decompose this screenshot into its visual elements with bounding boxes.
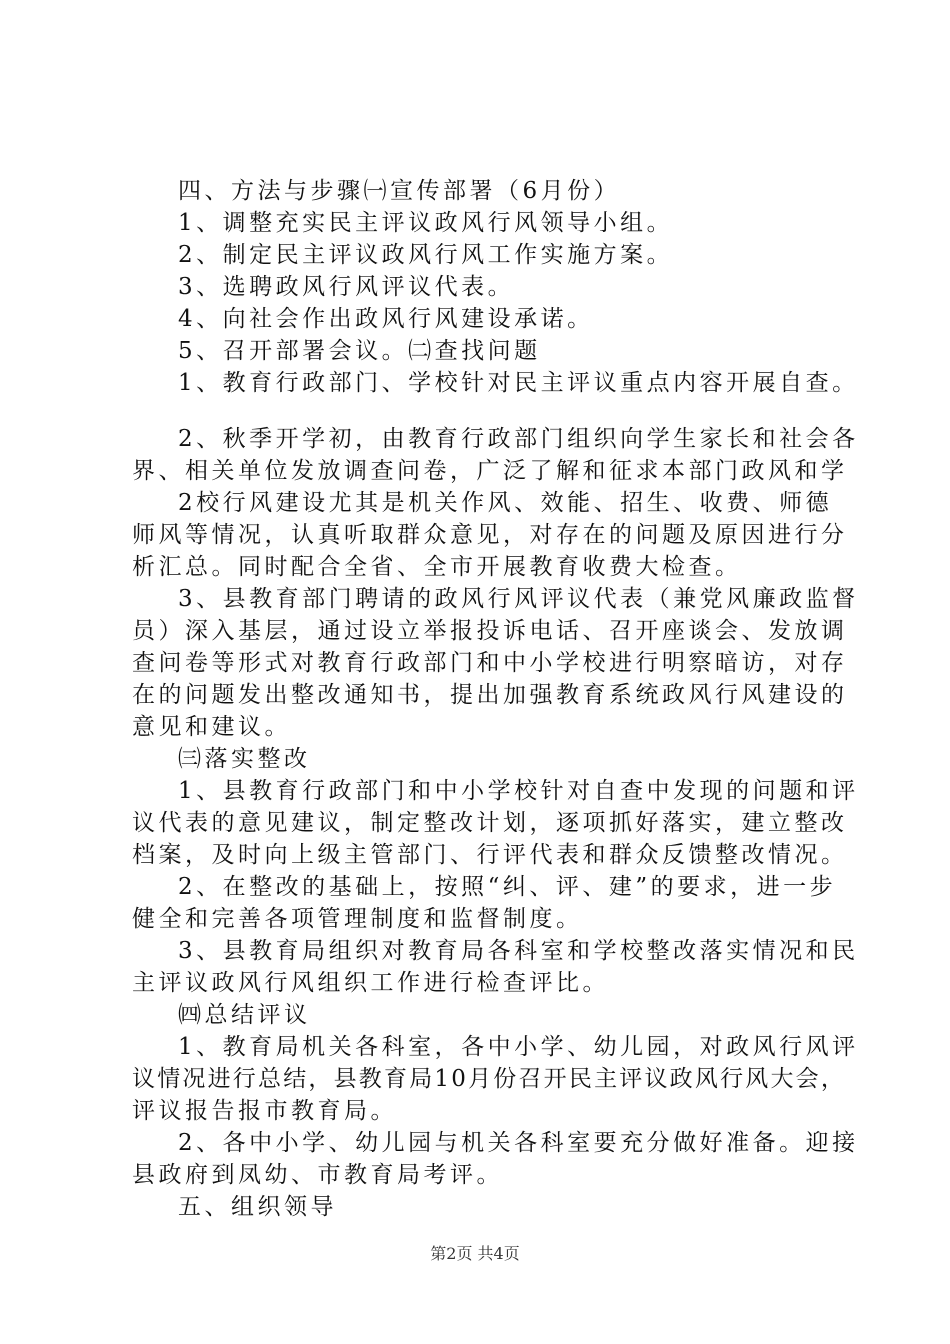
paragraph-line: 析汇总。同时配合全省、全市开展教育收费大检查。 [132,554,742,580]
paragraph-line: 1、县教育行政部门和中小学校针对自查中发现的问题和评 [178,778,859,804]
section-heading-summary: ㈣总结评议 [178,1002,311,1028]
paragraph-line: 1、调整充实民主评议政风行风领导小组。 [178,210,674,236]
paragraph-line: 查问卷等形式对教育行政部门和中小学校进行明察暗访，对存 [132,650,848,676]
paragraph-line: 3、选聘政风行风评议代表。 [178,274,515,300]
paragraph-line: 4、向社会作出政风行风建设承诺。 [178,306,594,332]
paragraph-line: 评议报告报市教育局。 [132,1098,397,1124]
paragraph-line: 主评议政风行风组织工作进行检查评比。 [132,970,609,996]
paragraph-line: 议情况进行总结，县教育局10月份召开民主评议政风行风大会， [132,1066,847,1092]
paragraph-line: 2、制定民主评议政风行风工作实施方案。 [178,242,674,268]
paragraph-line: 议代表的意见建议，制定整改计划，逐项抓好落实，建立整改 [132,810,848,836]
paragraph-line: 界、相关单位发放调查问卷，广泛了解和征求本部门政风和学 [132,458,848,484]
paragraph-line: 档案，及时向上级主管部门、行评代表和群众反馈整改情况。 [132,842,848,868]
section-heading-rectify: ㈢落实整改 [178,746,311,772]
paragraph-line: 3、县教育部门聘请的政风行风评议代表（兼党风廉政监督 [178,586,859,612]
paragraph-line: 1、教育行政部门、学校针对民主评议重点内容开展自查。 [178,370,859,396]
paragraph-line: 2、各中小学、幼儿园与机关各科室要充分做好准备。迎接 [178,1130,859,1156]
paragraph-line: 师风等情况，认真听取群众意见，对存在的问题及原因进行分 [132,522,848,548]
paragraph-line: 意见和建议。 [132,714,291,740]
paragraph-line: 2校行风建设尤其是机关作风、效能、招生、收费、师德 [178,490,833,516]
paragraph-line: 5、召开部署会议。㈡查找问题 [178,338,541,364]
paragraph-line: 员）深入基层，通过设立举报投诉电话、召开座谈会、发放调 [132,618,848,644]
paragraph-line: 在的问题发出整改通知书，提出加强教育系统政风行风建设的 [132,682,848,708]
paragraph-line: 2、秋季开学初，由教育行政部门组织向学生家长和社会各 [178,426,859,452]
paragraph-line: 县政府到凤幼、市教育局考评。 [132,1162,503,1188]
paragraph-line: 1、教育局机关各科室，各中小学、幼儿园，对政风行风评 [178,1034,859,1060]
section-heading-methods: 四、方法与步骤㈠宣传部署（6月份） [178,178,621,204]
paragraph-line: 3、县教育局组织对教育局各科室和学校整改落实情况和民 [178,938,859,964]
paragraph-line: 2、在整改的基础上，按照“纠、评、建”的要求，进一步 [178,874,837,900]
page-number-footer: 第2页 共4页 [430,1244,520,1263]
paragraph-line: 健全和完善各项管理制度和监督制度。 [132,906,583,932]
section-heading-leadership: 五、组织领导 [178,1194,337,1220]
